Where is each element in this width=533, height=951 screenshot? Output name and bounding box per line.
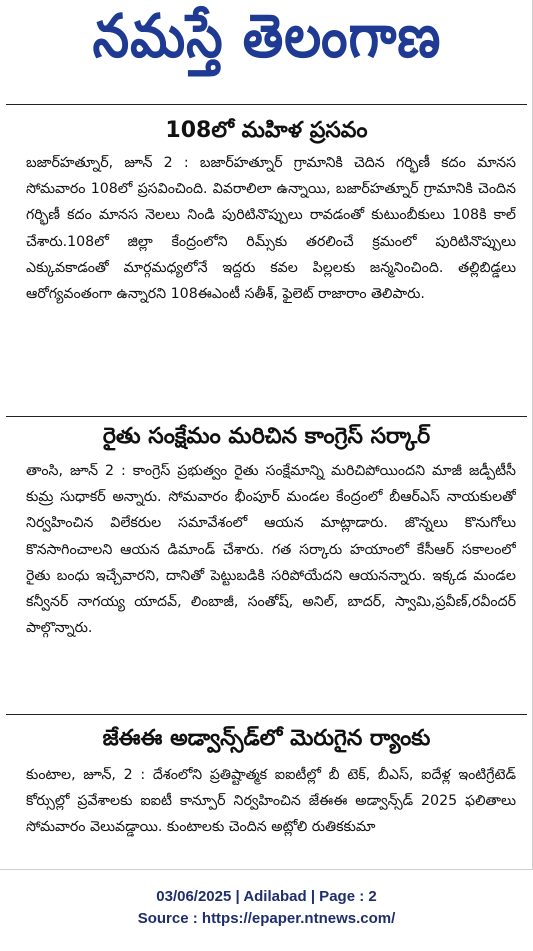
article-headline: జేఈఈ అడ్వాన్స్‌డ్‌లో మెరుగైన ర్యాంకు: [102, 726, 431, 751]
divider: [6, 714, 527, 715]
article-body: [26, 150, 516, 412]
article-text: బజార్‌హత్నూర్, జూన్ 2 : బజార్‌హత్నూర్ గ్రామానికి చెదిన గర్భిణీ కదం మానస సోమవారం 108లో ప్రసవించింది. వివరాలిలా ఉన్నాయి, బజార్‌హత్నూర్ గ్రామానికి చెందిన గర్భిణీ కదం మానస నెలలు నిండి పురిటినొప్పులు రావడంతో కుటుంబీకులు 108కి కాల్ చేశారు.108లో జిల్లా కేంద్రంలోని రిమ్స్‌కు తరలించే క్రమంలో పురిటినొప్పులు ఎక్కువకాడంతో మార్గమధ్యలోనే ఇద్దరు కవల పిల్లలకు జన్మనించింది. తల్లిబిడ్డలు ఆరోగ్యవంతంగా ఉన్నారని 108ఈఎంటీ సతీశ్, ఫైలెట్ రాజారాం తెలిపారు.: [26, 155, 516, 303]
article-body: [26, 458, 516, 712]
article-headline: రైతు సంక్షేమం మరిచిన కాంగ్రెస్ సర్కార్: [102, 424, 431, 449]
edition-info: 03/06/2025 | Adilabad | Page : 2: [156, 888, 377, 905]
article-text: తాంసి, జూన్ 2 : కాంగ్రెస్ ప్రభుత్వం రైతు సంక్షేమాన్ని మరిచిపోయిందని మాజీ జడ్పీటీసీ కుమ్ర సుధాకర్ అన్నారు. సోమవారం భీంపూర్ మండల కేంద్రంలో బీఆర్ఎస్ నాయకులతో నిర్వహించిన విలేకరుల సమావేశంలో ఆయన మాట్లాడారు. జొన్నలు కొనుగోలు కొనసాగించాలని ఆయన డిమాండ్ చేశారు. గత సర్కారు హయాంలో కేసీఆర్ సకాలంలో రైతు బంధు ఇచ్చేవారని, దానితో పెట్టుబడికి సరిపోయేదని ఆయనన్నారు. ఇక్కడ మండల కన్వీనర్ నాగయ్య యాదవ్, లింబాజీ, సంతోష్, అనిల్, బాదర్, స్వామి,ప్రవీణ్,రవీందర్ పాల్గొన్నారు.: [26, 463, 516, 637]
article-body: [26, 762, 516, 868]
article-headline: 108లో మహిళ ప్రసవం: [165, 118, 368, 143]
divider: [6, 416, 527, 417]
newspaper-masthead: నమస్తే తెలంగాణ: [92, 2, 442, 72]
article-text: కుంటాల, జూన్, 2 : దేశంలోని ప్రతిష్టాత్మక ఐఐటీల్లో బీ టెక్, బీఎస్, ఐదేళ్ల ఇంటిగ్రేటెడ్ కోర్సుల్లో ప్రవేశాలకు ఐఐటీ కాన్పూర్ నిర్వహించిన జేఈఈ అడ్వాన్స్‌డ్ 2025 ఫలితాలు సోమవారం వెలువడ్డాయి. కుంటాలకు చెందిన అట్లోలి రుతికకుమా: [26, 767, 516, 836]
source-link[interactable]: Source : https://epaper.ntnews.com/: [137, 910, 396, 927]
divider: [6, 104, 527, 105]
